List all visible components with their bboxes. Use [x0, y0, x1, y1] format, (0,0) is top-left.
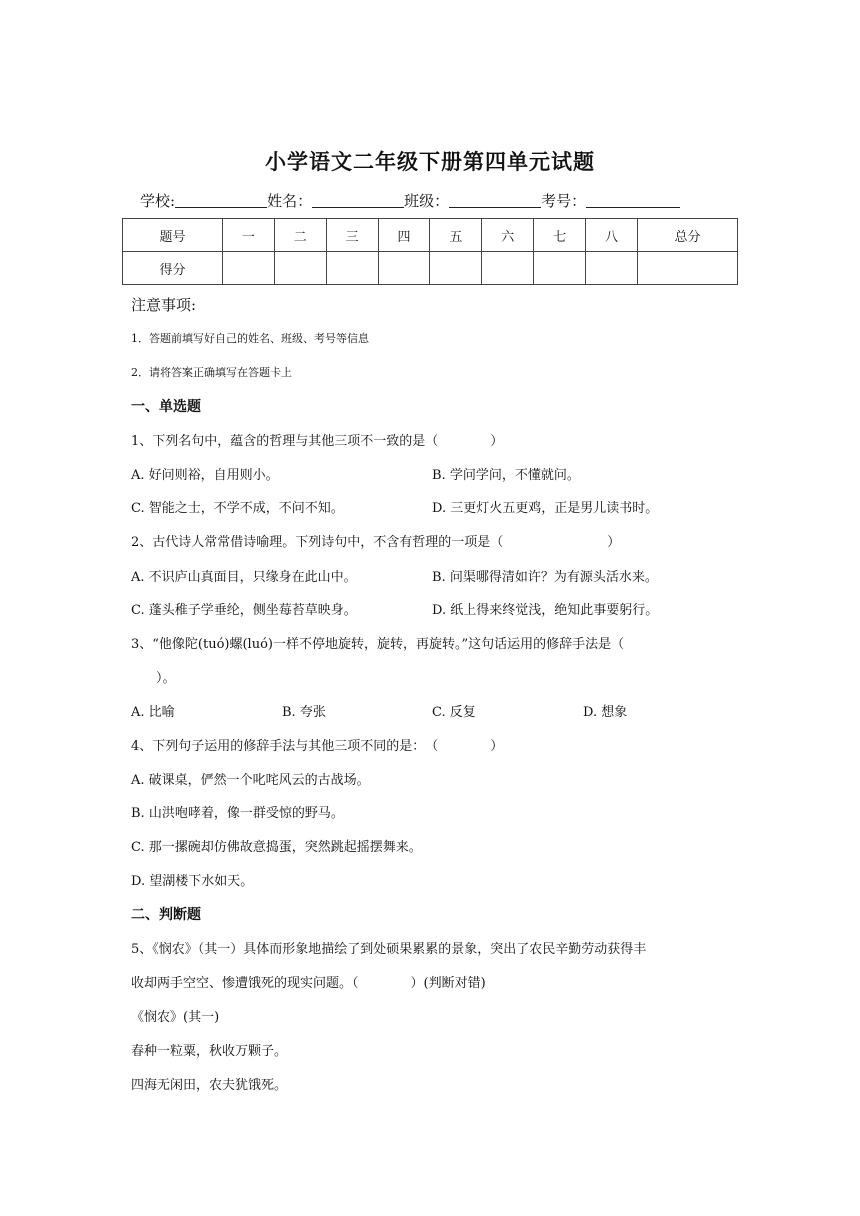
question-3-option-b[interactable]: B. 夸张 — [282, 705, 326, 720]
question-2-option-b[interactable]: B. 问渠哪得清如许？为有源头活水来。 — [432, 570, 658, 585]
score-cell[interactable] — [274, 252, 326, 285]
question-2-option-a[interactable]: A. 不识庐山真面目，只缘身在此山中。 — [131, 570, 357, 585]
score-header-cell: 一 — [222, 219, 274, 252]
score-header-row — [123, 219, 738, 252]
notice-item: 2．请将答案正确填写在答题卡上 — [131, 366, 292, 379]
question-5-stem: 5、《悯农》（其一）具体而形象地描绘了到处硕果累累的景象，突出了农民辛勤劳动获得丰 — [131, 942, 647, 957]
score-cell[interactable] — [430, 252, 482, 285]
question-1-option-c[interactable]: C. 智能之士，不学不成，不问不知。 — [131, 501, 344, 516]
question-1-option-b[interactable]: B. 学问学问，不懂就问。 — [432, 468, 580, 483]
question-3-option-c[interactable]: C. 反复 — [432, 705, 476, 720]
school-blank[interactable] — [175, 191, 267, 208]
score-header-cell: 总分 — [637, 219, 737, 252]
score-cell[interactable] — [534, 252, 586, 285]
number-label: 考号： — [541, 192, 587, 210]
score-header-cell: 八 — [586, 219, 638, 252]
question-1-stem: 1、下列名句中，蕴含的哲理与其他三项不一致的是（ ） — [131, 434, 504, 449]
score-cell[interactable] — [326, 252, 378, 285]
section-heading-single-choice: 一、单选题 — [131, 399, 201, 415]
question-4-option-a[interactable]: A. 破课桌，俨然一个叱咤风云的古战场。 — [131, 773, 370, 788]
score-cell[interactable] — [586, 252, 638, 285]
notice-item: 1．答题前填写好自己的姓名、班级、考号等信息 — [131, 332, 369, 345]
score-header-cell: 二 — [274, 219, 326, 252]
question-3-option-a[interactable]: A. 比喻 — [131, 705, 175, 720]
question-3-option-d[interactable]: D. 想象 — [583, 705, 628, 720]
score-header-cell: 三 — [326, 219, 378, 252]
number-blank[interactable] — [586, 191, 680, 208]
score-header-cell: 题号 — [123, 219, 223, 252]
score-header-cell: 四 — [378, 219, 430, 252]
name-blank[interactable] — [312, 191, 404, 208]
class-blank[interactable] — [449, 191, 541, 208]
question-5-stem-cont: 收却两手空空、惨遭饿死的现实问题。（ ）(判断对错) — [131, 976, 486, 991]
score-header-cell: 七 — [534, 219, 586, 252]
question-4-stem: 4、下列句子运用的修辞手法与其他三项不同的是： （ ） — [131, 739, 504, 754]
score-header-cell: 五 — [430, 219, 482, 252]
notice-heading: 注意事项: — [131, 296, 197, 314]
question-2-stem: 2、古代诗人常常借诗喻理。下列诗句中，不含有哲理的一项是（ ） — [131, 535, 621, 550]
question-2-option-c[interactable]: C. 蓬头稚子学垂纶，侧坐莓苔草映身。 — [131, 603, 357, 618]
school-label: 学校: — [140, 192, 176, 210]
name-label: 姓名： — [267, 192, 313, 210]
question-4-option-b[interactable]: B. 山洪咆哮着，像一群受惊的野马。 — [131, 806, 344, 821]
score-table — [122, 218, 738, 285]
score-cell[interactable] — [222, 252, 274, 285]
score-value-row — [123, 252, 738, 285]
score-cell[interactable] — [378, 252, 430, 285]
poem-line: 春种一粒粟，秋收万颗子。 — [131, 1044, 288, 1059]
score-header-cell: 六 — [482, 219, 534, 252]
score-row-label: 得分 — [123, 252, 223, 285]
section-heading-true-false: 二、判断题 — [131, 907, 201, 923]
score-cell[interactable] — [637, 252, 737, 285]
poem-line: 四海无闲田，农夫犹饿死。 — [131, 1078, 288, 1093]
poem-title: 《悯农》(其一) — [131, 1010, 220, 1025]
question-2-option-d[interactable]: D. 纸上得来终觉浅，绝知此事要躬行。 — [432, 603, 659, 618]
question-1-option-d[interactable]: D. 三更灯火五更鸡，正是男儿读书时。 — [432, 501, 659, 516]
question-4-option-c[interactable]: C. 那一摞碗却仿佛故意捣蛋，突然跳起摇摆舞来。 — [131, 840, 422, 855]
question-3-stem-end: ）。 — [156, 671, 176, 686]
question-4-option-d[interactable]: D. 望湖楼下水如天。 — [131, 874, 254, 889]
score-cell[interactable] — [482, 252, 534, 285]
student-info-line — [140, 190, 740, 211]
page-title: 小学语文二年级下册第四单元试题 — [265, 150, 595, 174]
class-label: 班级： — [404, 192, 450, 210]
question-1-option-a[interactable]: A. 好问则裕，自用则小。 — [131, 468, 279, 483]
question-3-stem: 3、“他像陀(tuó)螺(luó)一样不停地旋转，旋转，再旋转。”这句话运用的修辞手法是（ — [131, 637, 625, 652]
